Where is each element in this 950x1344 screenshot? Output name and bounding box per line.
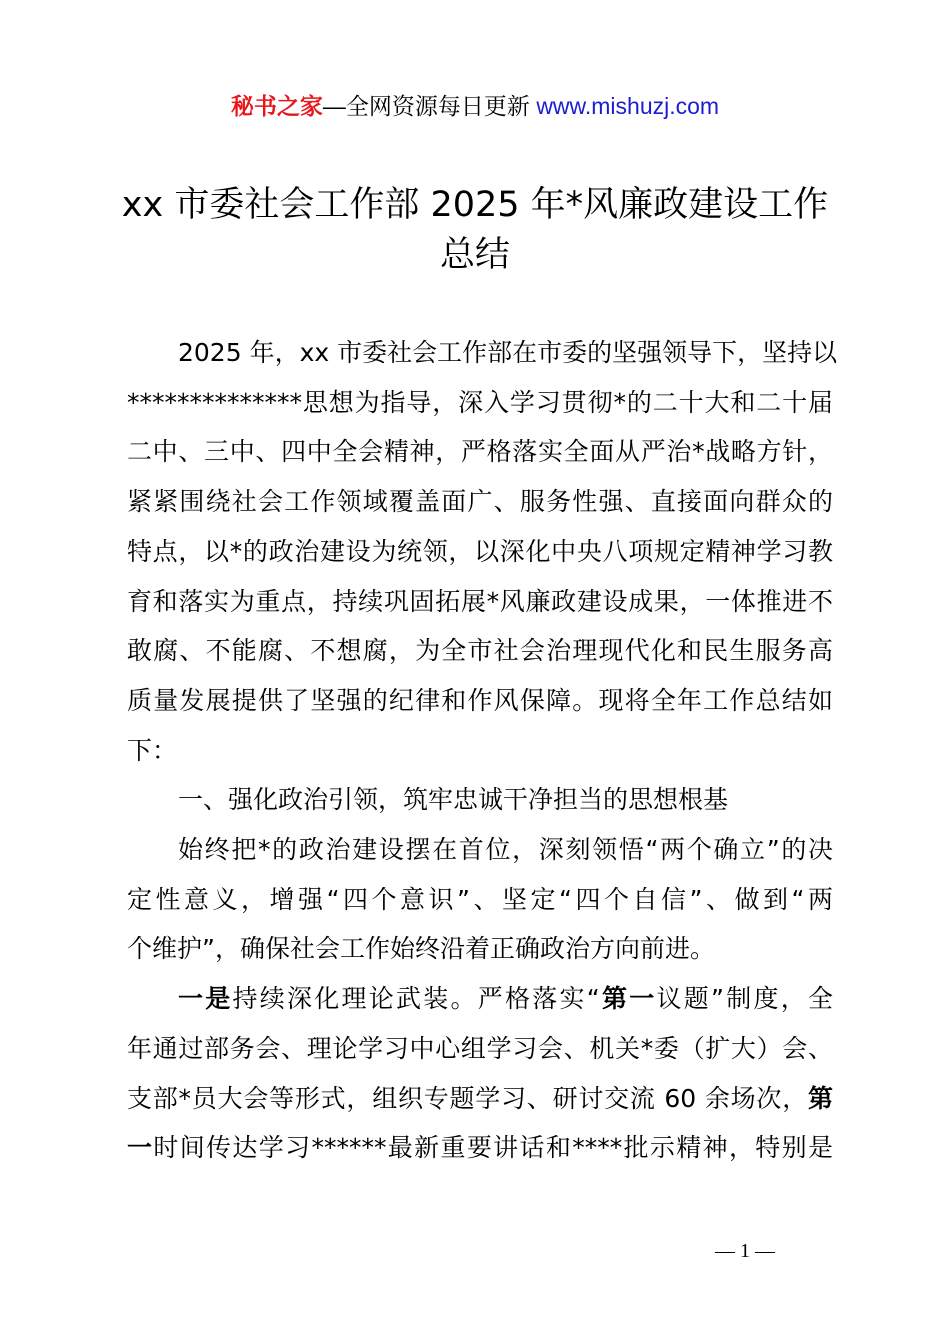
- text-line: [127, 388, 833, 418]
- bold-text: 一: [127, 1133, 154, 1163]
- document-title-line-2: 总结: [439, 235, 510, 275]
- bold-text: 第: [807, 1083, 833, 1113]
- text-segment: 持续深化理论武装。严格落实“: [232, 984, 600, 1014]
- text-line: [127, 885, 833, 915]
- text-segment: 特点，以*的政治建设为统领，以深化中央八项规定精神学习教: [127, 536, 833, 566]
- text-line: [178, 338, 838, 368]
- text-line: [127, 686, 833, 716]
- text-segment: **************思想为指导，深入学习贯彻*的二十大和二十届: [127, 387, 833, 417]
- text-line: [127, 1084, 833, 1114]
- text-line: [127, 537, 833, 567]
- text-segment: 支部*员大会等形式，组织专题学习、研讨交流 60 余场次，: [127, 1083, 808, 1113]
- page-number: — 1 —: [715, 1240, 775, 1262]
- text-line: [127, 736, 833, 766]
- text-segment: 质量发展提供了坚强的纪律和作风保障。现将全年工作总结如: [127, 685, 833, 715]
- text-line: [127, 934, 833, 964]
- document-title-line-1: xx 市委社会工作部 2025 年*风廉政建设工作: [121, 185, 829, 225]
- text-segment: 敢腐、不能腐、不想腐，为全市社会治理现代化和民生服务高: [127, 636, 833, 666]
- text-line: [127, 437, 833, 467]
- text-segment: 2025 年，xx 市委社会工作部在市委的坚强领导下，坚持以: [178, 338, 838, 367]
- text-segment: 议题”制度，全: [656, 984, 833, 1014]
- bold-text: 第一: [599, 984, 657, 1014]
- text-segment: 二中、三中、四中全会精神，严格落实全面从严治*战略方针，: [127, 437, 833, 467]
- brand-name: 秘书之家: [230, 93, 323, 119]
- text-line: [127, 1133, 833, 1163]
- text-line: [178, 984, 833, 1014]
- text-segment: 一、强化政治引领，筑牢忠诚干净担当的思想根基: [178, 785, 729, 815]
- site-link[interactable]: www.mishuzj.com: [536, 93, 720, 119]
- text-segment: 定性意义，增强“四个意识”、坚定“四个自信”、做到“两: [127, 884, 833, 914]
- watermark-header: [0, 88, 950, 121]
- text-line: [127, 1034, 833, 1064]
- text-line: [178, 785, 833, 815]
- header-tagline: —全网资源每日更新: [322, 93, 537, 119]
- text-segment: 年通过部务会、理论学习中心组学习会、机关*委（扩大）会、: [127, 1033, 833, 1063]
- text-segment: 个维护”，确保社会工作始终沿着正确政治方向前进。: [127, 934, 715, 964]
- text-segment: 下：: [127, 735, 178, 765]
- text-line: [127, 587, 833, 617]
- text-line: [127, 636, 833, 666]
- text-line: [178, 835, 833, 865]
- text-segment: 时间传达学习******最新重要讲话和****批示精神，特别是: [153, 1133, 833, 1163]
- text-segment: 育和落实为重点，持续巩固拓展*风廉政建设成果，一体推进不: [127, 586, 833, 616]
- bold-text: 一是: [178, 984, 233, 1014]
- text-line: [127, 487, 833, 517]
- text-segment: 始终把*的政治建设摆在首位，深刻领悟“两个确立”的决: [178, 835, 833, 864]
- text-segment: 紧紧围绕社会工作领域覆盖面广、服务性强、直接面向群众的: [127, 487, 833, 517]
